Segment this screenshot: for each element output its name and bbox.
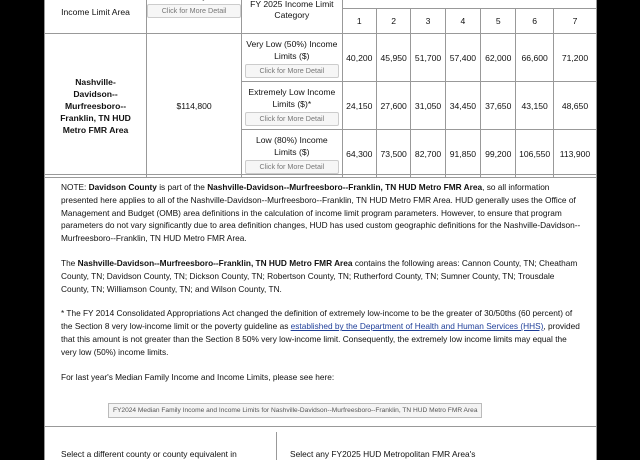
- value-cell: 27,600: [376, 82, 410, 130]
- value-cell: 43,150: [516, 82, 554, 130]
- notes-text: [61, 181, 583, 395]
- value-cell: 71,200: [553, 34, 596, 82]
- value-cell: 73,500: [376, 130, 410, 178]
- value-cell: 106,550: [516, 130, 554, 178]
- value-cell: 64,300: [342, 130, 376, 178]
- left-border: [44, 174, 45, 460]
- note-text: , so all information presented here applies to all of the Nashville-Davidson--Murfreesboro--Franklin, TN HUD Metro FMR Area. HUD generally uses the Office of Management and Budget (OMB) area definitions in the calculation of income limit program parameters. However, to ensure that program parameters do not vary significantly due to area definition changes, HUD has used custom geographic definitions for the Nashville-Davidson--Murfreesboro--Franklin, TN HUD Metro FMR Area.: [61, 182, 581, 244]
- select-county-label: Select a different county or county equivalent in: [61, 449, 237, 459]
- header-category: [242, 0, 343, 34]
- value-cell: 40,200: [342, 34, 376, 82]
- extremely-low-detail-button[interactable]: Click for More Detail: [245, 112, 339, 126]
- category-very-low: [242, 34, 343, 82]
- value-cell: 31,050: [411, 82, 445, 130]
- fmr-area-name: Nashville-Davidson--Murfreesboro--Franklin, TN HUD Metro FMR Area: [207, 182, 483, 192]
- note-paragraph: [61, 181, 583, 245]
- value-cell: 24,150: [342, 82, 376, 130]
- table-row: [45, 34, 597, 82]
- persons-2: 2: [376, 9, 410, 34]
- fmr-area-name: Nashville-Davidson--Murfreesboro--Franklin, TN HUD Metro FMR Area: [77, 257, 353, 268]
- header-area-label: Income Limit Area: [61, 6, 130, 17]
- persons-7: 7: [553, 9, 596, 34]
- note-prefix: NOTE:: [61, 182, 89, 192]
- low-detail-button[interactable]: Click for More Detail: [245, 160, 339, 174]
- median-detail-button[interactable]: Click for More Detail: [147, 4, 241, 18]
- bottom-divider: [276, 432, 277, 460]
- value-cell: 99,200: [481, 130, 516, 178]
- right-border: [596, 174, 597, 460]
- header-area: [45, 0, 147, 34]
- area-name: Nashville-Davidson--Murfreesboro--Franklin, TN HUD Metro FMR Area: [60, 76, 131, 135]
- category-extremely-low: [242, 82, 343, 130]
- persons-5: 5: [481, 9, 516, 34]
- value-cell: 34,450: [445, 82, 480, 130]
- footnote-paragraph: [61, 307, 583, 358]
- last-year-paragraph: For last year's Median Family Income and Income Limits, please see here:: [61, 371, 335, 382]
- note-text: The: [61, 257, 78, 268]
- median-income: $114,800: [147, 34, 242, 178]
- areas-paragraph: [61, 257, 583, 295]
- category-label: Extremely Low Income Limits ($)*: [248, 86, 336, 109]
- very-low-detail-button[interactable]: Click for More Detail: [245, 64, 339, 78]
- income-limits-table: [44, 0, 597, 178]
- category-label: Low (80%) Income Limits ($): [256, 134, 328, 157]
- value-cell: 45,950: [376, 34, 410, 82]
- header-median-label: [147, 0, 241, 2]
- hhs-link[interactable]: established by the Department of Health and Human Services (HHS): [290, 321, 544, 332]
- county-name: Davidson County: [88, 182, 157, 192]
- category-low: [242, 130, 343, 178]
- header-persons: [342, 0, 596, 9]
- category-label: Very Low (50%) Income Limits ($): [246, 38, 338, 61]
- persons-1: 1: [342, 9, 376, 34]
- notes-section: [44, 174, 597, 427]
- header-category-label: FY 2025 Income Limit Category: [250, 0, 334, 20]
- value-cell: 82,700: [411, 130, 445, 178]
- persons-3: 3: [411, 9, 445, 34]
- value-cell: 66,600: [516, 34, 554, 82]
- persons-6: 6: [516, 9, 554, 34]
- area-cell: [45, 34, 147, 178]
- value-cell: 57,400: [445, 34, 480, 82]
- value-cell: 113,900: [553, 130, 596, 178]
- select-fmr-area-label: Select any FY2025 HUD Metropolitan FMR Area's: [290, 449, 476, 459]
- header-median: [147, 0, 242, 34]
- note-text: is part of the: [156, 182, 208, 192]
- note-text: contains the following areas: Cannon County, TN; Cheatham County, TN; Davidson County, TN; Dickson County, TN; Robertson County, TN; Rutherford County, TN; Sumner County, TN; Trousdale County, TN; Williamson County, TN; and Wilson County, TN.: [61, 257, 578, 294]
- value-cell: 48,650: [553, 82, 596, 130]
- note-text: , provided that this amount is not greater than the Section 8 50% very low-income limit. Consequently, the extremely low income limits may equal the very low (50%) income limits.: [61, 321, 580, 357]
- value-cell: 51,700: [411, 34, 445, 82]
- previous-year-button[interactable]: FY2024 Median Family Income and Income Limits for Nashville-Davidson--Murfreesboro--Franklin, TN HUD Metro FMR Area: [108, 403, 482, 418]
- persons-4: 4: [445, 9, 480, 34]
- value-cell: 62,000: [481, 34, 516, 82]
- page: [44, 0, 597, 460]
- value-cell: 91,850: [445, 130, 480, 178]
- value-cell: 37,650: [481, 82, 516, 130]
- note-text: * The FY 2014 Consolidated Appropriations Act changed the definition of extremely low-income to be the greater of 30/50ths (60 percent) of the Section 8 very low-income limit or the poverty guideline as: [61, 308, 573, 332]
